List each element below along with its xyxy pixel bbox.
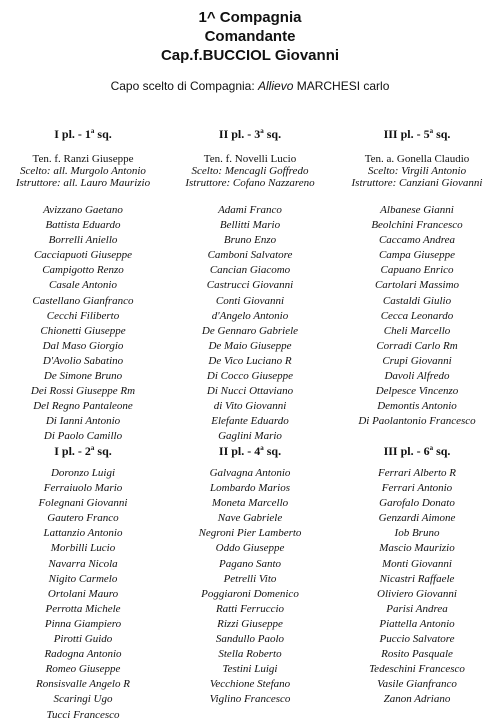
member-name: Sandullo Paolo (215, 633, 285, 646)
member-name: Genzardi Aimone (378, 512, 456, 525)
member-name: Folegnani Giovanni (38, 497, 128, 510)
member-name: Nicastri Raffaele (379, 572, 455, 585)
member-name: Castaldi Giulio (382, 294, 452, 307)
member-name: Piattella Antonio (379, 617, 455, 630)
member-name: Vecchione Stefano (209, 678, 291, 691)
member-name: Bellitti Mario (219, 219, 281, 232)
member-name: De Vico Luciano R (208, 354, 292, 367)
member-name: Galvagna Antonio (209, 467, 291, 479)
member-name: Davoli Alfredo (384, 370, 450, 383)
member-name: Di Nucci Ottaviano (206, 385, 294, 398)
capo-prefix: Capo scelto di Compagnia: (110, 79, 259, 93)
member-name: Petrelli Vito (223, 572, 277, 585)
member-name: Del Regno Pantaleone (33, 400, 133, 413)
member-name: Viglino Francesco (209, 693, 291, 706)
member-name: Cecchi Filiberto (46, 309, 120, 322)
member-name: Elefante Eduardo (211, 415, 289, 428)
commander-name: Cap.f.BUCCIOL Giovanni (160, 47, 340, 64)
squad-officer: Ten. a. Gonella Claudio (364, 153, 470, 165)
member-name: Nigito Carmelo (48, 572, 118, 585)
member-name: Negroni Pier Lamberto (198, 527, 302, 540)
member-name: Ortolani Mauro (47, 587, 119, 600)
member-name: Zanon Adriano (383, 693, 451, 706)
member-name: Navarra Nicola (48, 557, 118, 570)
member-name: Parisi Andrea (386, 602, 448, 615)
member-name: Rosito Pasquale (381, 648, 453, 661)
squad-title: I pl. - 1$^a$ sq. (54, 127, 112, 141)
member-name: Bruno Enzo (223, 234, 277, 247)
member-name: De Gennaro Gabriele (201, 324, 299, 337)
squad-members (334, 203, 500, 429)
member-name: Lombardo Marios (210, 482, 290, 495)
member-name: Beolchini Francesco (371, 219, 463, 232)
member-name: Tedeschini Francesco (369, 663, 465, 676)
member-name: Ferrari Alberto R (377, 467, 456, 479)
squad-officer: Ten. f. Novelli Lucio (203, 153, 297, 165)
capo-rank: Allievo (258, 79, 294, 93)
member-name: Demontis Antonio (377, 400, 457, 413)
member-name: Dal Maso Giorgio (42, 339, 124, 352)
member-name: Scaringi Ugo (53, 693, 113, 706)
member-name: Cancian Giacomo (209, 264, 291, 277)
member-name: Iob Bruno (394, 527, 440, 540)
member-name: Ferrari Antonio (381, 482, 453, 495)
member-name: Capuano Enrico (380, 264, 454, 277)
member-name: Chionetti Giuseppe (40, 324, 126, 337)
squad-title: II pl. - 4$^a$ sq. (218, 444, 282, 458)
member-name: Puccio Salvatore (379, 633, 455, 646)
squad-column (334, 123, 500, 429)
member-name: Monti Giovanni (382, 557, 452, 570)
member-name: Mascio Maurizio (379, 542, 455, 555)
member-name: Nave Gabriele (217, 512, 283, 525)
member-name: Di Paolo Camillo (43, 430, 123, 443)
member-name: Delpesce Vincenzo (375, 385, 459, 398)
squad-title: I pl. - 2$^a$ sq. (54, 444, 112, 458)
capo-name: MARCHESI carlo (293, 79, 390, 93)
member-name: Garofalo Donato (379, 497, 455, 510)
squad-members (334, 466, 500, 708)
capo-scelto-line (0, 79, 500, 93)
member-name: Adami Franco (218, 204, 282, 216)
member-name: Morbilli Lucio (50, 542, 116, 555)
squad-scelto: Scelto: Mencagli Goffredo (191, 165, 309, 177)
member-name: Casale Antonio (49, 279, 117, 292)
member-name: Ferraiuolo Mario (43, 482, 123, 495)
member-name: di Vito Giovanni (213, 400, 287, 413)
squad-column (334, 440, 500, 708)
member-name: Doronzo Luigi (50, 467, 116, 479)
commander-label: Comandante (204, 28, 296, 45)
squad-members (167, 466, 333, 708)
member-name: Romeo Giuseppe (45, 663, 121, 676)
member-name: Tucci Francesco (46, 708, 120, 721)
squad-scelto: Scelto: Virgili Antonio (367, 165, 467, 177)
member-name: d'Angelo Antonio (211, 309, 289, 322)
squad-istruttore: Istruttore: Canziani Giovanni (351, 177, 483, 189)
member-name: Oddo Giuseppe (215, 542, 285, 555)
member-name: Camboni Salvatore (207, 249, 293, 262)
member-name: D'Avolio Sabatino (42, 354, 124, 367)
member-name: Lattanzio Antonio (43, 527, 123, 540)
member-name: Stella Roberto (218, 648, 282, 661)
squad-istruttore: Istruttore: all. Lauro Maurizio (15, 177, 151, 189)
member-name: Cacciapuoti Giuseppe (33, 249, 133, 262)
member-name: Conti Giovanni (215, 294, 285, 307)
member-name: Di Ianni Antonio (45, 415, 121, 428)
member-name: Borrelli Aniello (48, 234, 118, 247)
member-name: Di Cocco Giuseppe (206, 370, 294, 383)
member-name: Pirotti Guido (53, 633, 113, 646)
member-name: Pinna Giampiero (44, 617, 122, 630)
squad-istruttore: Istruttore: Cofano Nazzareno (185, 177, 315, 189)
member-name: Radogna Antonio (44, 648, 122, 661)
member-name: Battista Eduardo (45, 219, 121, 232)
member-name: Testini Luigi (222, 663, 278, 676)
member-name: Oliviero Giovanni (377, 587, 457, 600)
member-name: De Simone Bruno (43, 370, 123, 383)
member-name: Cecca Leonardo (380, 309, 454, 322)
squad-members (0, 203, 166, 445)
member-name: Campa Giuseppe (378, 249, 456, 262)
squad-column (0, 123, 166, 445)
squad-title: II pl. - 3$^a$ sq. (218, 127, 282, 141)
member-name: Crupi Giovanni (382, 354, 452, 367)
member-name: Dei Rossi Giuseppe Rm (30, 385, 136, 398)
member-name: Avizzano Gaetano (43, 204, 123, 216)
member-name: Ronsisvalle Angelo R (36, 678, 130, 691)
member-name: Campigotto Renzo (42, 264, 124, 277)
member-name: Castellano Gianfranco (32, 294, 134, 307)
member-name: Cartolari Massimo (374, 279, 460, 292)
squad-column (167, 440, 333, 708)
squad-officer: Ten. f. Ranzi Giuseppe (32, 153, 134, 165)
member-name: Gaglini Mario (218, 430, 282, 443)
member-name: Perrotta Michele (45, 602, 121, 615)
member-name: Pagano Santo (218, 557, 282, 570)
member-name: Rizzi Giuseppe (217, 617, 283, 630)
squad-members (167, 203, 333, 445)
member-name: Di Paolantonio Francesco (358, 415, 476, 428)
member-name: Ratti Ferruccio (215, 602, 285, 615)
squad-scelto: Scelto: all. Murgolo Antonio (20, 165, 146, 177)
member-name: Cheli Marcello (383, 324, 451, 337)
squad-title: III pl. - 6$^a$ sq. (383, 444, 451, 458)
member-name: Albanese Gianni (380, 204, 454, 216)
squad-title: III pl. - 5$^a$ sq. (383, 127, 451, 141)
squad-column (167, 123, 333, 445)
squad-members (0, 466, 166, 723)
member-name: Gautero Franco (47, 512, 119, 525)
squad-column (0, 440, 166, 723)
member-name: Corradi Carlo Rm (376, 339, 458, 352)
member-name: Poggiaroni Domenico (201, 587, 299, 600)
member-name: Castrucci Giovanni (206, 279, 294, 292)
member-name: Caccamo Andrea (378, 234, 456, 247)
company-title: 1^ Compagnia (198, 9, 302, 26)
member-name: Vasile Gianfranco (377, 678, 457, 691)
member-name: De Maio Giuseppe (208, 339, 292, 352)
member-name: Moneta Marcello (211, 497, 289, 510)
